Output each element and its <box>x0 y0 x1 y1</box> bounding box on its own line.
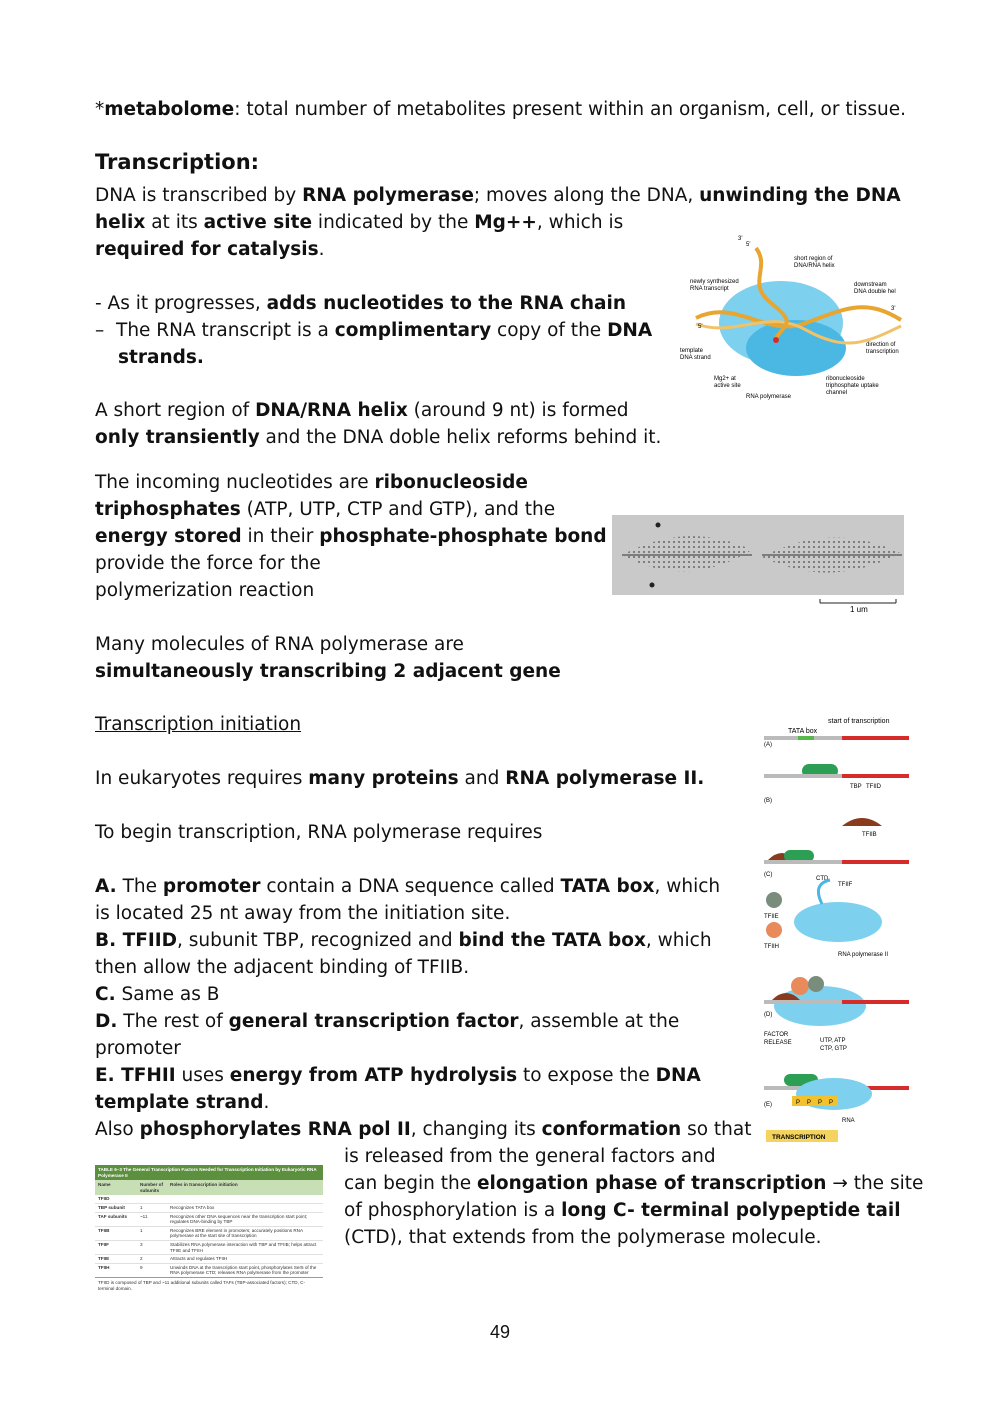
fig3-label: P <box>796 1100 801 1106</box>
step-d-line-1: D. The rest of general transcription factor, assemble at the <box>95 1011 680 1032</box>
fig3-label: FACTOR <box>764 1032 789 1038</box>
step-c: C. Same as B <box>95 984 220 1005</box>
paragraph-4-line-1: Many molecules of RNA polymerase are <box>95 634 464 655</box>
table-cell: 1 <box>140 1227 143 1233</box>
fig3-label: RNA polymerase II <box>838 952 889 958</box>
fig1-label: DNA double hel <box>854 289 896 295</box>
section-heading: Transcription: <box>95 150 260 174</box>
fig1-label: 3' <box>891 306 896 312</box>
bullet-2-line-2: strands. <box>118 347 204 368</box>
table-cell: TFIIB <box>98 1227 110 1233</box>
fig3-label: UTP, ATP <box>820 1038 846 1044</box>
fig1-label: newly synthesized <box>690 279 739 285</box>
fig1-label: DNA/RNA helix <box>794 263 835 269</box>
paragraph-3-line-5: polymerization reaction <box>95 580 315 601</box>
paragraph-6: To begin transcription, RNA polymerase requires <box>95 822 543 843</box>
fig3-label: P <box>807 1100 812 1106</box>
fig3-label: RNA <box>842 1118 855 1124</box>
fig3-label: TFIIH <box>764 944 779 950</box>
step-b-line-1: B. TFIID, subunit TBP, recognized and bind the TATA box, which <box>95 930 712 951</box>
bullet-1: - As it progresses, adds nucleotides to the RNA chain <box>95 293 627 314</box>
fig1-label: RNA transcript <box>690 286 729 292</box>
table-cell: TBP subunit <box>98 1204 125 1210</box>
step-d-line-2: promoter <box>95 1038 181 1059</box>
paragraph-3-line-3: energy stored in their phosphate-phosphate bond <box>95 526 607 547</box>
table-row <box>95 1226 323 1240</box>
table-cell: 1 <box>140 1204 143 1210</box>
paragraph-7-line-4: (CTD), that extends from the polymerase molecule. <box>344 1227 822 1248</box>
fig3-label: (A) <box>764 742 772 748</box>
table-row <box>95 1195 323 1203</box>
fig1-label: 3' <box>738 236 743 242</box>
table-cell: Stabilizes RNA polymerase interaction with TBP and TFIIB; helps attract TFIIE and TFIIH <box>170 1241 317 1253</box>
table-cell: ~11 <box>140 1213 148 1219</box>
fig1-label: DNA strand <box>680 355 711 361</box>
fig3-label: (D) <box>764 1012 773 1018</box>
paragraph-7-line-3: of phosphorylation is a long C- terminal polypeptide tail <box>344 1200 901 1221</box>
fig3-label: CTD <box>816 876 829 882</box>
fig1-label: template <box>680 348 704 354</box>
step-a-line-1: A. The promoter contain a DNA sequence called TATA box, which <box>95 876 721 897</box>
table-cell: Unwinds DNA at the transcription start point, phosphorylates Ser5 of the RNA polymerase CTD; releases RNA polymerase from the promoter <box>170 1264 317 1276</box>
fig3-label: TFIIF <box>838 882 853 888</box>
paragraph-1-line-1: DNA is transcribed by RNA polymerase; moves along the DNA, unwinding the DNA <box>95 185 901 206</box>
step-e-line-2: template strand. <box>95 1092 270 1113</box>
fig1-label: channel <box>826 390 848 396</box>
transcription-factors-table <box>95 1165 323 1318</box>
fig3-label: TFIIB <box>862 832 877 838</box>
fig1-label: active site <box>714 383 741 389</box>
table-footnote: TFIID is composed of TBP and ~11 additional subunits called TAFs (TBP-associated factors); CTD, C-terminal domain. <box>95 1277 323 1293</box>
table-header: Number of subunits <box>140 1182 163 1193</box>
table-cell <box>140 1196 170 1202</box>
fig3-label: TFIIE <box>764 914 779 920</box>
paragraph-1-line-3: required for catalysis. <box>95 239 325 260</box>
table-cell: TFIIF <box>98 1241 109 1247</box>
fig1-label: triphosphate uptake <box>826 383 879 389</box>
fig3-label: RELEASE <box>764 1040 792 1046</box>
step-b-line-2: then allow the adjacent binding of TFIIB. <box>95 957 470 978</box>
fig3-label: (B) <box>764 798 772 804</box>
table-cell: TAF subunits <box>98 1213 128 1219</box>
table-cell: Recognizes TATA box <box>170 1204 215 1210</box>
fig1-label: 5' <box>698 324 703 330</box>
table-cell: Recognizes other DNA sequences near the transcription start point; regulates DNA-binding by TBP <box>170 1213 308 1225</box>
fig3-label: TATA box <box>788 728 818 735</box>
paragraph-3-line-4: provide the force for the <box>95 553 321 574</box>
initiation-steps-figure <box>762 714 912 1146</box>
table-row <box>95 1203 323 1212</box>
table-cell: 9 <box>140 1264 143 1270</box>
fig1-label: downstream <box>854 282 887 288</box>
fig1-label: 5' <box>746 242 751 248</box>
fig3-label: TRANSCRIPTION <box>772 1134 826 1141</box>
table-row <box>95 1263 323 1277</box>
step-e-line-1: E. TFHII uses energy from ATP hydrolysis to expose the DNA <box>95 1065 701 1086</box>
table-header: Roles in transcription initiation <box>170 1182 238 1188</box>
paragraph-2-line-2: only transiently and the DNA doble helix reforms behind it. <box>95 427 662 448</box>
paragraph-3-line-1: The incoming nucleotides are ribonucleoside <box>95 472 528 493</box>
table-cell: TFIIE <box>98 1256 110 1262</box>
rna-polymerase-figure <box>676 228 906 408</box>
table-row <box>95 1254 323 1263</box>
table-body <box>95 1195 323 1277</box>
paragraph-7-line-2: can begin the elongation phase of transcription → the site <box>344 1173 924 1194</box>
page-number: 49 <box>489 1322 511 1342</box>
table-row <box>95 1212 323 1226</box>
fig1-label: direction of <box>866 342 896 348</box>
paragraph-7-line-1: is released from the general factors and <box>344 1146 716 1167</box>
fig3-label: (C) <box>764 872 773 878</box>
metabolome-definition: *metabolome: total number of metabolites present within an organism, cell, or tissue. <box>95 99 906 120</box>
paragraph-4-line-2: simultaneously transcribing 2 adjacent gene <box>95 661 561 682</box>
paragraph-5: In eukaryotes requires many proteins and RNA polymerase II. <box>95 768 705 789</box>
table-title: TABLE 6–3 The General Transcription Factors Needed for Transcription Initiation by Eukaryotic RNA Polymerase II <box>95 1165 323 1180</box>
paragraph-3-line-2: triphosphates (ATP, UTP, CTP and GTP), and the <box>95 499 556 520</box>
fig3-label: TBP <box>850 784 862 790</box>
paragraph-1-line-2: helix at its active site indicated by the Mg++, which is <box>95 212 624 233</box>
fig3-label: P <box>818 1100 823 1106</box>
fig1-label: RNA polymerase <box>746 394 792 400</box>
fig1-label: short region of <box>794 256 833 262</box>
table-cell: Attracts and regulates TFIIH <box>170 1256 228 1262</box>
table-cell: 3 <box>140 1241 143 1247</box>
fig3-label: (E) <box>764 1102 772 1108</box>
fig1-label: Mg2+ at <box>714 376 736 382</box>
table-cell: 2 <box>140 1256 143 1262</box>
table-cell: TFIID <box>98 1196 110 1202</box>
table-header: Name <box>98 1182 111 1188</box>
electron-micrograph-figure <box>612 515 904 615</box>
paragraph-2-line-1: A short region of DNA/RNA helix (around 9 nt) is formed <box>95 400 629 421</box>
table-cell: TFIIH <box>98 1264 110 1270</box>
fig3-label: P <box>829 1100 834 1106</box>
step-a-line-2: is located 25 nt away from the initiation site. <box>95 903 511 924</box>
fig3-label: CTP, GTP <box>820 1046 847 1052</box>
fig1-label: transcription <box>866 349 899 355</box>
subsection-title: Transcription initiation <box>95 714 302 735</box>
table-cell: Recognizes BRE element in promoters; accurately positions RNA polymerase at the start site of transcription <box>170 1227 303 1239</box>
fig3-label: TFIID <box>866 784 881 790</box>
scale-bar-label: 1 um <box>850 605 868 614</box>
table-row <box>95 1240 323 1254</box>
table-cell <box>170 1196 320 1202</box>
bullet-2-line-1: – The RNA transcript is a complimentary copy of the DNA <box>95 320 653 341</box>
fig1-label: ribonucleoside <box>826 376 865 382</box>
fig3-label: start of transcription <box>828 718 890 725</box>
also-line: Also phosphorylates RNA pol II, changing its conformation so that <box>95 1119 752 1140</box>
